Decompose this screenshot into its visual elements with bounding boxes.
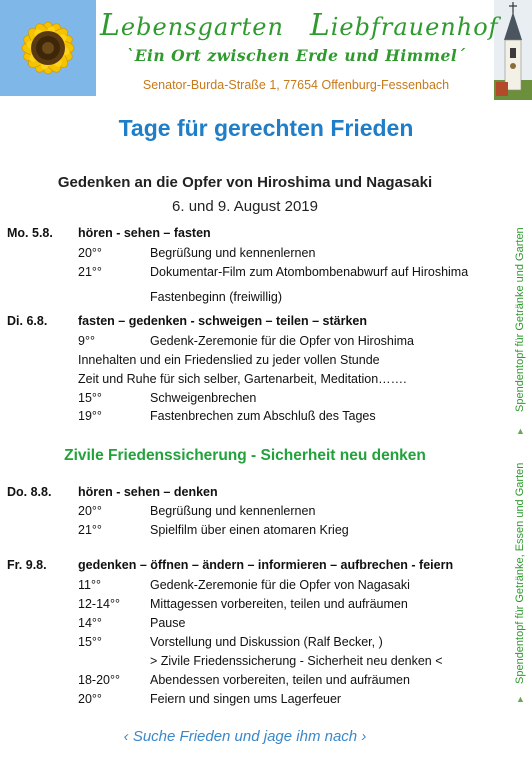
- item-desc: Begrüßung und kennenlernen: [150, 246, 316, 260]
- section-heading: Zivile Friedenssicherung - Sicherheit neu denken: [64, 447, 426, 464]
- item-time: 21°°: [78, 523, 102, 537]
- day-label: Fr. 9.8.: [7, 558, 47, 572]
- day-theme: hören - sehen – denken: [78, 485, 218, 499]
- title-initial-2: L: [309, 8, 331, 43]
- day-theme: gedenken – öffnen – ändern – informieren – aufbrechen - feiern: [78, 558, 454, 572]
- item-desc: Spielfilm über einen atomaren Krieg: [150, 523, 349, 537]
- item-time: 20°°: [78, 246, 102, 260]
- item-desc: Gedenk-Zeremonie für die Opfer von Nagasaki: [150, 578, 410, 592]
- event-dates: 6. und 9. August 2019: [172, 198, 318, 215]
- item-desc: Schweigenbrechen: [150, 391, 257, 405]
- item-time: 15°°: [78, 391, 102, 405]
- item-time: 15°°: [78, 635, 102, 649]
- item-desc: Fastenbrechen zum Abschluß des Tages: [150, 409, 376, 423]
- item-time: 19°°: [78, 409, 102, 423]
- item-time: 12-14°°: [78, 597, 120, 611]
- church-tower-image: [494, 0, 532, 100]
- subtitle: Gedenken an die Opfer von Hiroshima und Nagasaki: [57, 174, 433, 191]
- item-time: 14°°: [78, 616, 102, 630]
- item-time: 9°°: [78, 334, 95, 348]
- item-desc: > Zivile Friedenssicherung - Sicherheit neu denken <: [150, 654, 443, 668]
- day-label: Di. 6.8.: [7, 314, 48, 328]
- item-desc: Gedenk-Zeremonie für die Opfer von Hiroshima: [150, 334, 415, 348]
- leaf-icon: ▲: [516, 694, 525, 704]
- day-label: Mo. 5.8.: [7, 226, 53, 240]
- sunflower-image: [0, 0, 96, 96]
- side-note-lower: Spendentopf für Getränke, Essen und Garten: [514, 462, 526, 684]
- day-label: Do. 8.8.: [7, 485, 52, 499]
- item-text: Zeit und Ruhe für sich selber, Gartenarbeit, Meditation…….: [78, 372, 407, 386]
- item-desc: Dokumentar-Film zum Atombombenabwurf auf Hiroshima: [150, 265, 469, 279]
- site-title: [100, 8, 499, 43]
- item-desc: Pause: [150, 616, 186, 630]
- title-word-1: ebensgarten: [120, 13, 284, 41]
- item-time: 18-20°°: [78, 673, 120, 687]
- footer-quote: ‹ Suche Frieden und jage ihm nach ›: [123, 728, 367, 745]
- address: Senator-Burda-Straße 1, 77654 Offenburg-Fessenbach: [142, 78, 450, 92]
- page-title: Tage für gerechten Frieden: [118, 115, 414, 141]
- item-desc: Feiern und singen ums Lagerfeuer: [150, 692, 342, 706]
- side-note-upper: Spendentopf für Getränke und Garten: [514, 227, 526, 412]
- item-desc: Fastenbeginn (freiwillig): [150, 290, 283, 304]
- item-desc: Mittagessen vorbereiten, teilen und aufräumen: [150, 597, 408, 611]
- item-time: 20°°: [78, 504, 102, 518]
- item-desc: Abendessen vorbereiten, teilen und aufräumen: [150, 673, 410, 687]
- item-desc: Vorstellung und Diskussion (Ralf Becker, ): [150, 635, 383, 649]
- day-theme: hören - sehen – fasten: [78, 226, 211, 240]
- item-time: 21°°: [78, 265, 102, 279]
- item-text: Innehalten und ein Friedenslied zu jeder vollen Stunde: [78, 353, 380, 367]
- slogan: `Ein Ort zwischen Erde und Himmel´: [126, 46, 466, 65]
- item-time: 20°°: [78, 692, 102, 706]
- item-time: 11°°: [78, 578, 101, 592]
- title-initial-1: L: [100, 8, 121, 43]
- leaf-icon: ▲: [516, 426, 525, 436]
- day-theme: fasten – gedenken - schweigen – teilen – stärken: [78, 314, 367, 328]
- item-desc: Begrüßung und kennenlernen: [150, 504, 316, 518]
- title-word-2: iebfrauenhof: [330, 13, 499, 41]
